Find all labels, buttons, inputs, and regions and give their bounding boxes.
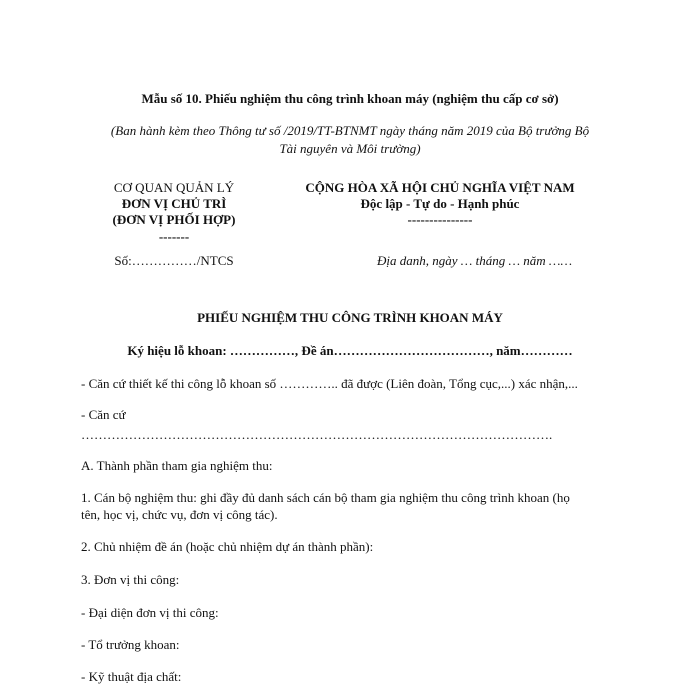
national-motto: Độc lập - Tự do - Hạnh phúc xyxy=(360,196,520,211)
basis-design: - Căn cứ thiết kế thi công lỗ khoan số ………….. đã được (Liên đoàn, Tổng cục,...) xác nhận,... xyxy=(81,376,578,391)
basis-other: - Căn cứ xyxy=(81,407,126,422)
republic-heading: CỘNG HÒA XÃ HỘI CHỦ NGHĨA VIỆT NAM xyxy=(305,180,575,195)
drilling-team-leader: - Tổ trưởng khoan: xyxy=(81,637,180,652)
basis-other-dots: ………………………………………………………………………………………………. xyxy=(81,427,553,442)
item3-construction-unit: 3. Đơn vị thi công: xyxy=(81,572,180,587)
item1-line1: 1. Cán bộ nghiệm thu: ghi đầy đủ danh sách cán bộ tham gia nghiệm thu công trình khoan (họ xyxy=(81,490,570,505)
form-title: Mẫu số 10. Phiếu nghiệm thu công trình khoan máy (nghiệm thu cấp cơ sở) xyxy=(141,91,559,106)
item2-project-manager: 2. Chủ nhiệm đề án (hoặc chủ nhiệm dự án thành phần): xyxy=(81,539,374,554)
unit-representative: - Đại diện đơn vị thi công: xyxy=(81,605,219,620)
place-date: Địa danh, ngày … tháng … năm …… xyxy=(377,253,573,268)
document-number: Số:……………/NTCS xyxy=(114,253,234,268)
left-header-rule: ------- xyxy=(158,229,190,244)
managing-agency: CƠ QUAN QUẢN LÝ xyxy=(113,180,235,195)
host-unit: ĐƠN VỊ CHỦ TRÌ xyxy=(121,196,227,211)
right-header-rule: --------------- xyxy=(407,212,473,227)
item1-line2: tên, học vị, chức vụ, đơn vị công tác). xyxy=(81,507,278,522)
main-title: PHIẾU NGHIỆM THU CÔNG TRÌNH KHOAN MÁY xyxy=(197,310,503,325)
section-a-heading: A. Thành phần tham gia nghiệm thu: xyxy=(81,458,273,473)
issued-note-line1: (Ban hành kèm theo Thông tư số /2019/TT-BTNMT ngày tháng năm 2019 của Bộ trưởng Bộ xyxy=(110,123,590,138)
geology-technician: - Kỹ thuật địa chất: xyxy=(81,669,182,684)
issued-note-line2: Tài nguyên và Môi trường) xyxy=(279,141,421,156)
borehole-line: Ký hiệu lỗ khoan: ……………, Đề án………………………………, năm………… xyxy=(127,343,573,358)
coop-unit: (ĐƠN VỊ PHỐI HỢP) xyxy=(112,212,236,227)
